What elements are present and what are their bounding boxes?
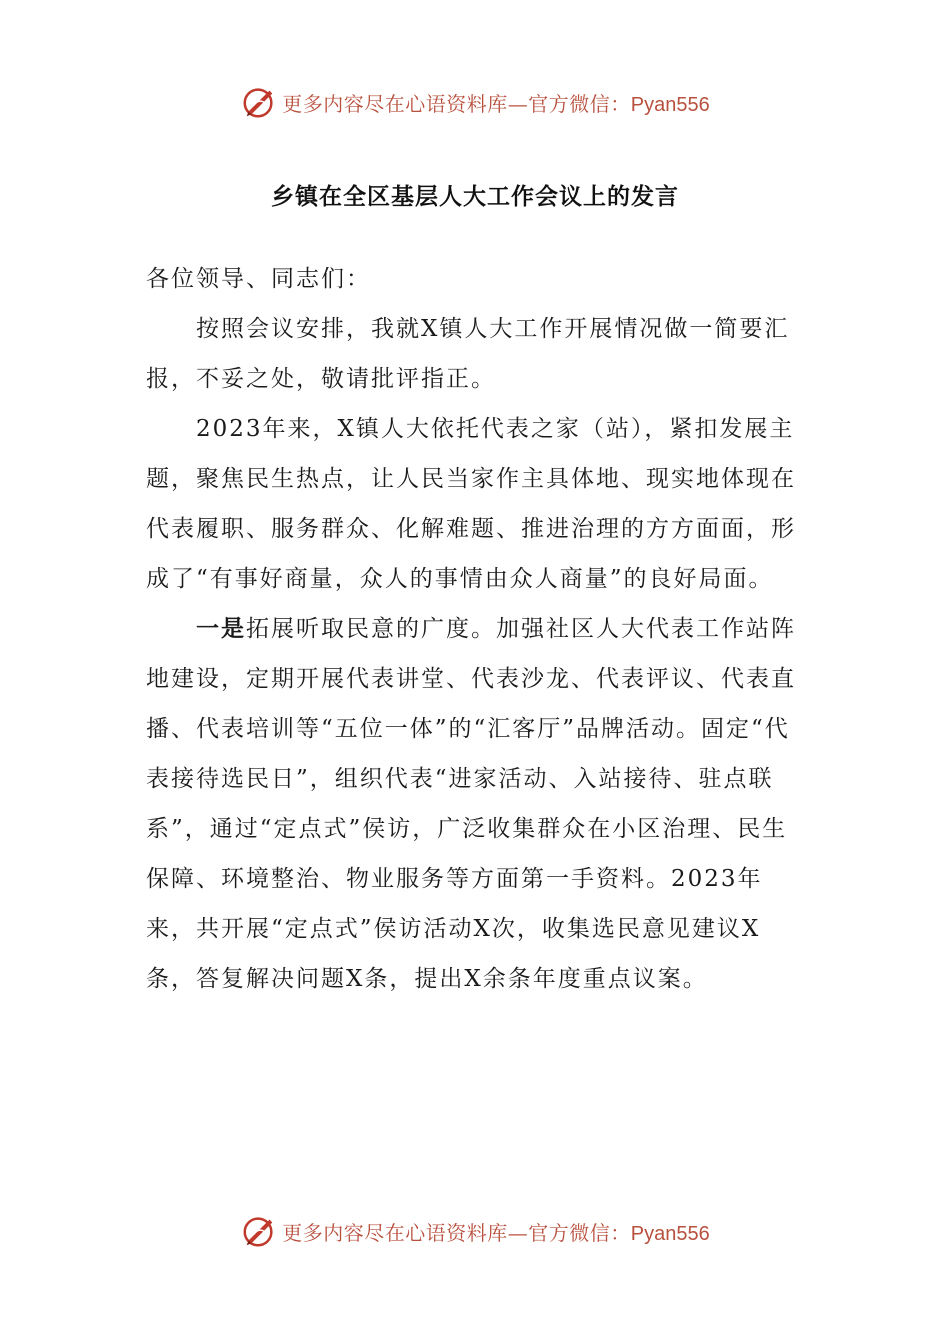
point-text: 拓展听取民意的广度。加强社区人大代表工作站阵地建设，定期开展代表讲堂、代表沙龙、代表评议、代表直播、代表培训等“五位一体”的“汇客厅”品牌活动。固定“代表接待选民日”，组织代表“进家活动、入站接待、驻点联系”，通过“定点式”侯访，广泛收集群众在小区治理、民生保障、环境整治、物业服务等方面第一手资料。2023年来，共开展“定点式”侯访活动X次，收集选民意见建议X条，答复解决问题X条，提出X余条年度重点议案。 [146, 616, 796, 992]
document-title: 乡镇在全区基层人大工作会议上的发言 [271, 184, 679, 210]
paragraph-intro: 按照会议安排，我就X镇人大工作开展情况做一简要汇报，不妥之处，敬请批评指正。 [146, 316, 790, 392]
paragraph-point-one [146, 604, 806, 1004]
footer-watermark [0, 1211, 950, 1251]
pen-logo-icon [240, 1212, 278, 1250]
watermark-text: 更多内容尽在心语资料库—官方微信：Pyan556 [282, 91, 710, 116]
salutation: 各位领导、同志们： [146, 266, 371, 292]
paragraph-overview: 2023年来，X镇人大依托代表之家（站），紧扣发展主题，聚焦民生热点，让人民当家作主具体地、现实地体现在代表履职、服务群众、化解难题、推进治理的方方面面，形成了“有事好商量，众人的事情由众人商量”的良好局面。 [146, 416, 796, 592]
point-lead: 一是 [196, 616, 246, 642]
pen-logo-icon [240, 83, 278, 121]
document-body [146, 254, 806, 1004]
header-watermark [0, 82, 950, 122]
watermark-text: 更多内容尽在心语资料库—官方微信：Pyan556 [282, 1220, 710, 1245]
